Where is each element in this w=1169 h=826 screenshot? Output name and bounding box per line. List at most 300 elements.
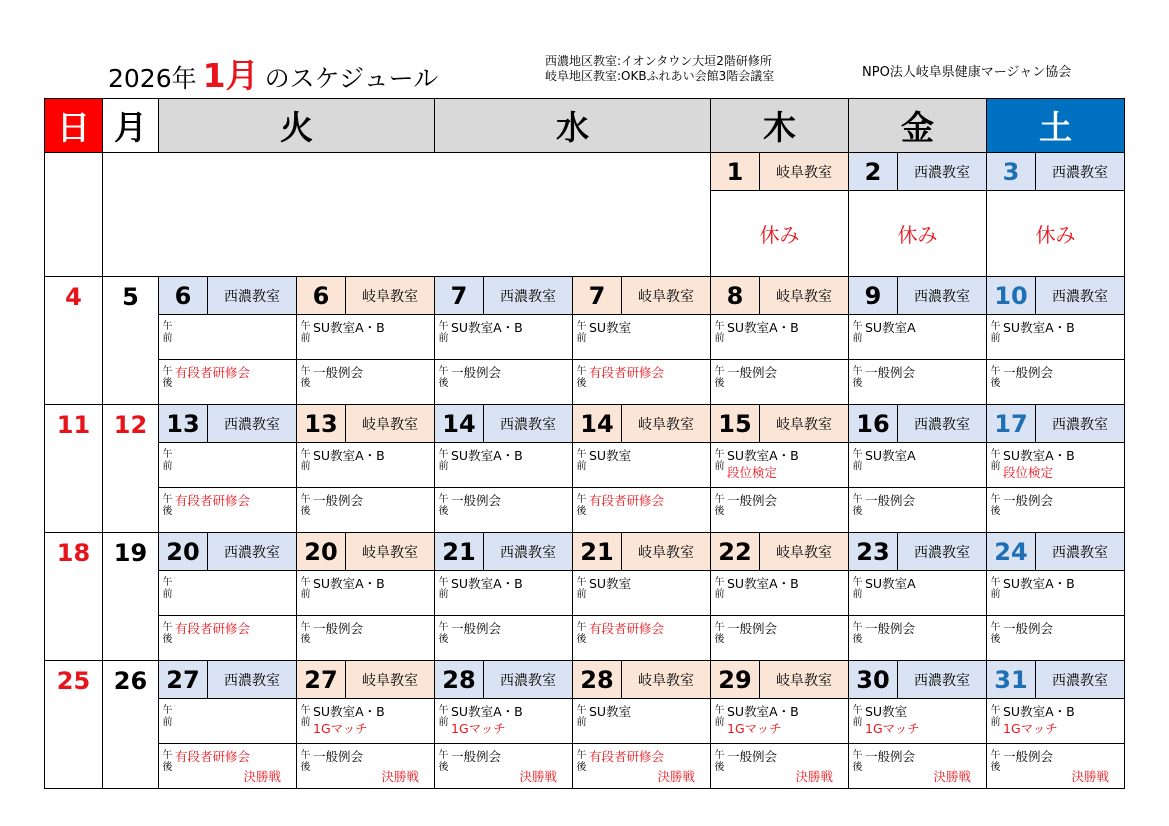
date-number: 29	[711, 661, 760, 699]
afternoon-event: 一般例会	[1003, 749, 1054, 764]
classroom-label: 西濃教室	[484, 533, 573, 571]
morning-label: 午前	[438, 321, 449, 344]
afternoon-label: 午後	[990, 750, 1001, 773]
afternoon-label: 午後	[300, 494, 311, 517]
monday-date: 19	[103, 533, 159, 661]
morning-label: 午前	[852, 321, 863, 344]
am-cell	[435, 315, 573, 360]
morning-event: SU教室A・B	[727, 320, 799, 335]
morning-event: SU教室A・B	[313, 704, 385, 719]
morning-label: 午前	[990, 321, 1001, 344]
date-number: 30	[849, 661, 898, 699]
morning-event: SU教室	[589, 576, 632, 591]
title-suffix: のスケジュール	[264, 64, 439, 93]
classroom-label: 西濃教室	[484, 277, 573, 315]
morning-label: 午前	[438, 577, 449, 600]
classroom-label: 西濃教室	[1036, 661, 1125, 699]
afternoon-event: 一般例会	[1003, 365, 1054, 380]
morning-label: 午前	[300, 577, 311, 600]
afternoon-event: 一般例会	[727, 493, 778, 508]
date-number: 6	[159, 277, 208, 315]
date-number: 21	[573, 533, 622, 571]
afternoon-label: 午後	[438, 494, 449, 517]
morning-label: 午前	[852, 577, 863, 600]
empty-cell	[45, 153, 103, 277]
am-slot	[435, 699, 572, 743]
morning-label: 午前	[300, 705, 311, 728]
monday-date: 12	[103, 405, 159, 533]
pm-cell	[711, 488, 849, 533]
afternoon-label: 午後	[852, 750, 863, 773]
pm-slot	[987, 616, 1124, 660]
date-number: 7	[435, 277, 484, 315]
empty-cell	[103, 153, 711, 277]
classroom-label: 西濃教室	[898, 277, 987, 315]
am-cell	[435, 699, 573, 744]
afternoon-event: 一般例会	[313, 621, 364, 636]
afternoon-event: 有段者研修会	[589, 621, 665, 636]
pm-slot	[849, 360, 986, 404]
afternoon-label: 午後	[162, 622, 173, 645]
morning-label: 午前	[300, 449, 311, 472]
afternoon-label: 午後	[990, 622, 1001, 645]
morning-event: SU教室A・B	[451, 704, 523, 719]
week-pm-row	[45, 744, 1125, 789]
pm-cell	[849, 360, 987, 405]
morning-event: SU教室	[589, 320, 632, 335]
weekday-monday: 月	[103, 99, 159, 153]
afternoon-event-note: 決勝戦	[1071, 769, 1109, 784]
pm-cell	[573, 360, 711, 405]
afternoon-event: 一般例会	[451, 365, 502, 380]
am-cell	[297, 699, 435, 744]
classroom-label: 西濃教室	[898, 533, 987, 571]
afternoon-event: 有段者研修会	[589, 749, 665, 764]
afternoon-event-note: 決勝戦	[243, 769, 281, 784]
afternoon-label: 午後	[714, 750, 725, 773]
am-cell	[849, 443, 987, 488]
am-cell	[159, 443, 297, 488]
date-number: 13	[159, 405, 208, 443]
morning-label: 午前	[714, 577, 725, 600]
pm-slot	[297, 744, 434, 788]
am-cell	[573, 443, 711, 488]
pm-cell	[435, 360, 573, 405]
morning-label: 午前	[162, 449, 173, 472]
morning-event: SU教室	[589, 704, 632, 719]
am-slot	[159, 699, 296, 743]
pm-cell	[849, 616, 987, 661]
am-slot	[297, 443, 434, 487]
afternoon-event: 一般例会	[1003, 493, 1054, 508]
afternoon-event: 有段者研修会	[175, 365, 251, 380]
afternoon-label: 午後	[714, 366, 725, 389]
am-slot	[573, 443, 710, 487]
sunday-date: 18	[45, 533, 103, 661]
date-number: 8	[711, 277, 760, 315]
pm-slot	[711, 488, 848, 532]
classroom-label: 岐阜教室	[346, 533, 435, 571]
weekday-friday: 金	[849, 99, 987, 153]
morning-label: 午前	[162, 321, 173, 344]
pm-cell	[159, 744, 297, 789]
morning-event: SU教室A	[865, 320, 916, 335]
location-line-gifu: 岐阜地区教室:OKBふれあい会館3階会議室	[545, 69, 775, 83]
pm-slot	[159, 744, 296, 788]
sunday-date: 4	[45, 277, 103, 405]
morning-event: SU教室A・B	[727, 448, 799, 463]
am-slot	[435, 315, 572, 359]
week-date-row	[45, 405, 1125, 443]
am-slot	[987, 571, 1124, 615]
morning-label: 午前	[438, 705, 449, 728]
am-slot	[573, 571, 710, 615]
pm-cell	[987, 744, 1125, 789]
afternoon-event: 一般例会	[451, 621, 502, 636]
morning-event: SU教室A・B	[727, 704, 799, 719]
am-slot	[297, 571, 434, 615]
classroom-label: 西濃教室	[1036, 533, 1125, 571]
afternoon-label: 午後	[990, 494, 1001, 517]
afternoon-event: 有段者研修会	[175, 621, 251, 636]
weekday-header-row	[45, 99, 1125, 153]
morning-label: 午前	[714, 321, 725, 344]
am-cell	[573, 699, 711, 744]
pm-slot	[987, 360, 1124, 404]
weekday-wednesday: 水	[435, 99, 711, 153]
morning-event-note: 1Gマッチ	[1003, 721, 1058, 736]
classroom-label: 岐阜教室	[346, 405, 435, 443]
date-number: 28	[573, 661, 622, 699]
pm-slot	[159, 488, 296, 532]
pm-slot	[711, 744, 848, 788]
pm-cell	[435, 488, 573, 533]
pm-cell	[711, 360, 849, 405]
date-number: 24	[987, 533, 1036, 571]
morning-event-note: 1Gマッチ	[451, 721, 506, 736]
morning-label: 午前	[576, 705, 587, 728]
pm-cell	[849, 488, 987, 533]
classroom-label: 西濃教室	[208, 533, 297, 571]
classroom-label: 西濃教室	[898, 405, 987, 443]
pm-slot	[711, 360, 848, 404]
monday-date: 5	[103, 277, 159, 405]
date-number: 17	[987, 405, 1036, 443]
date-number: 22	[711, 533, 760, 571]
classroom-label: 岐阜教室	[622, 533, 711, 571]
afternoon-event: 有段者研修会	[589, 365, 665, 380]
pm-slot	[297, 360, 434, 404]
week-am-row	[45, 571, 1125, 616]
morning-label: 午前	[162, 577, 173, 600]
weekday-tuesday: 火	[159, 99, 435, 153]
am-slot	[987, 315, 1124, 359]
afternoon-event: 有段者研修会	[175, 749, 251, 764]
afternoon-label: 午後	[990, 366, 1001, 389]
classroom-label: 岐阜教室	[346, 661, 435, 699]
closed-label: 休み	[849, 191, 987, 277]
date-number: 16	[849, 405, 898, 443]
date-number: 31	[987, 661, 1036, 699]
afternoon-label: 午後	[576, 494, 587, 517]
date-number: 1	[711, 153, 760, 191]
afternoon-event: 有段者研修会	[175, 493, 251, 508]
date-number: 13	[297, 405, 346, 443]
am-cell	[711, 571, 849, 616]
classroom-label: 西濃教室	[898, 661, 987, 699]
am-slot	[711, 699, 848, 743]
pm-cell	[711, 616, 849, 661]
pm-slot	[159, 360, 296, 404]
date-number: 27	[297, 661, 346, 699]
afternoon-label: 午後	[300, 366, 311, 389]
date-number: 7	[573, 277, 622, 315]
am-cell	[849, 571, 987, 616]
pm-cell	[573, 744, 711, 789]
am-cell	[573, 315, 711, 360]
am-cell	[297, 315, 435, 360]
afternoon-label: 午後	[162, 750, 173, 773]
pm-slot	[849, 616, 986, 660]
morning-event: SU教室A・B	[451, 448, 523, 463]
date-number: 14	[573, 405, 622, 443]
sunday-date: 25	[45, 661, 103, 789]
pm-slot	[573, 488, 710, 532]
pm-cell	[987, 360, 1125, 405]
am-slot	[849, 315, 986, 359]
morning-event: SU教室A	[865, 576, 916, 591]
afternoon-event-note: 決勝戦	[381, 769, 419, 784]
pm-slot	[987, 744, 1124, 788]
am-cell	[159, 699, 297, 744]
pm-cell	[435, 744, 573, 789]
am-slot	[849, 443, 986, 487]
morning-event: SU教室A・B	[313, 448, 385, 463]
morning-event-note: 1Gマッチ	[727, 721, 782, 736]
classroom-label: 西濃教室	[1036, 153, 1125, 191]
schedule-calendar	[44, 98, 1125, 789]
week-pm-row	[45, 488, 1125, 533]
afternoon-event: 一般例会	[313, 493, 364, 508]
morning-event-note: 段位検定	[1003, 465, 1054, 480]
morning-event: SU教室A・B	[1003, 320, 1075, 335]
page-title	[108, 50, 438, 97]
pm-cell	[573, 488, 711, 533]
afternoon-event: 一般例会	[727, 749, 778, 764]
morning-event: SU教室A・B	[451, 320, 523, 335]
date-number: 10	[987, 277, 1036, 315]
week-pm-row	[45, 616, 1125, 661]
am-cell	[711, 699, 849, 744]
morning-label: 午前	[576, 321, 587, 344]
afternoon-event-note: 決勝戦	[657, 769, 695, 784]
am-cell	[987, 443, 1125, 488]
pm-slot	[435, 488, 572, 532]
date-number: 21	[435, 533, 484, 571]
am-slot	[435, 571, 572, 615]
pm-slot	[987, 488, 1124, 532]
am-slot	[849, 571, 986, 615]
classroom-label: 西濃教室	[1036, 277, 1125, 315]
morning-event: SU教室	[865, 704, 908, 719]
afternoon-event: 一般例会	[451, 493, 502, 508]
classroom-label: 西濃教室	[484, 661, 573, 699]
am-slot	[435, 443, 572, 487]
classroom-label: 岐阜教室	[760, 153, 849, 191]
pm-slot	[573, 360, 710, 404]
am-slot	[711, 443, 848, 487]
morning-label: 午前	[576, 577, 587, 600]
week-date-row	[45, 661, 1125, 699]
title-year: 2026年	[108, 64, 197, 93]
date-number: 3	[987, 153, 1036, 191]
pm-slot	[435, 744, 572, 788]
morning-event: SU教室A	[865, 448, 916, 463]
classroom-label: 岐阜教室	[760, 661, 849, 699]
afternoon-label: 午後	[438, 366, 449, 389]
afternoon-label: 午後	[438, 622, 449, 645]
classroom-label: 岐阜教室	[346, 277, 435, 315]
morning-event: SU教室A・B	[1003, 704, 1075, 719]
afternoon-label: 午後	[300, 750, 311, 773]
am-slot	[297, 315, 434, 359]
am-slot	[159, 315, 296, 359]
am-slot	[849, 699, 986, 743]
date-number: 9	[849, 277, 898, 315]
classroom-label: 西濃教室	[898, 153, 987, 191]
morning-label: 午前	[576, 449, 587, 472]
am-slot	[159, 443, 296, 487]
date-number: 6	[297, 277, 346, 315]
morning-label: 午前	[714, 449, 725, 472]
afternoon-label: 午後	[300, 622, 311, 645]
classroom-label: 岐阜教室	[760, 405, 849, 443]
morning-event-note: 1Gマッチ	[865, 721, 920, 736]
classroom-label: 岐阜教室	[622, 277, 711, 315]
am-cell	[849, 699, 987, 744]
classroom-label: 岐阜教室	[760, 533, 849, 571]
am-cell	[297, 443, 435, 488]
morning-label: 午前	[990, 449, 1001, 472]
afternoon-label: 午後	[162, 494, 173, 517]
afternoon-event: 一般例会	[865, 621, 916, 636]
afternoon-event-note: 決勝戦	[795, 769, 833, 784]
am-cell	[987, 571, 1125, 616]
date-number: 20	[297, 533, 346, 571]
afternoon-event: 一般例会	[865, 749, 916, 764]
pm-cell	[987, 488, 1125, 533]
am-slot	[711, 315, 848, 359]
pm-slot	[573, 744, 710, 788]
pm-slot	[435, 616, 572, 660]
pm-slot	[849, 744, 986, 788]
afternoon-event: 一般例会	[727, 365, 778, 380]
am-cell	[435, 443, 573, 488]
date-number: 15	[711, 405, 760, 443]
pm-slot	[573, 616, 710, 660]
am-slot	[987, 699, 1124, 743]
am-slot	[573, 315, 710, 359]
weekday-sunday: 日	[45, 99, 103, 153]
title-month: 1月	[202, 56, 259, 95]
afternoon-event: 有段者研修会	[589, 493, 665, 508]
weekday-thursday: 木	[711, 99, 849, 153]
week-date-row	[45, 533, 1125, 571]
afternoon-event: 一般例会	[451, 749, 502, 764]
pm-cell	[573, 616, 711, 661]
am-slot	[987, 443, 1124, 487]
afternoon-label: 午後	[162, 366, 173, 389]
morning-event: SU教室A・B	[313, 320, 385, 335]
date-number: 27	[159, 661, 208, 699]
classroom-label: 西濃教室	[208, 661, 297, 699]
am-cell	[159, 571, 297, 616]
week0-date-row	[45, 153, 1125, 191]
pm-slot	[297, 616, 434, 660]
weekday-saturday: 土	[987, 99, 1125, 153]
pm-cell	[159, 488, 297, 533]
am-cell	[987, 699, 1125, 744]
afternoon-label: 午後	[852, 494, 863, 517]
afternoon-label: 午後	[852, 622, 863, 645]
pm-cell	[159, 616, 297, 661]
morning-label: 午前	[852, 705, 863, 728]
morning-event-note: 1Gマッチ	[313, 721, 368, 736]
location-info	[545, 54, 774, 84]
afternoon-event: 一般例会	[313, 749, 364, 764]
afternoon-event: 一般例会	[865, 493, 916, 508]
afternoon-label: 午後	[714, 494, 725, 517]
am-slot	[711, 571, 848, 615]
morning-label: 午前	[714, 705, 725, 728]
classroom-label: 西濃教室	[1036, 405, 1125, 443]
morning-label: 午前	[162, 705, 173, 728]
am-cell	[573, 571, 711, 616]
am-slot	[297, 699, 434, 743]
week-am-row	[45, 699, 1125, 744]
am-cell	[297, 571, 435, 616]
classroom-label: 岐阜教室	[622, 661, 711, 699]
week-am-row	[45, 443, 1125, 488]
pm-cell	[435, 616, 573, 661]
pm-slot	[159, 616, 296, 660]
pm-cell	[297, 616, 435, 661]
afternoon-label: 午後	[576, 622, 587, 645]
classroom-label: 西濃教室	[484, 405, 573, 443]
pm-slot	[711, 616, 848, 660]
morning-event: SU教室A・B	[1003, 576, 1075, 591]
date-number: 20	[159, 533, 208, 571]
week-pm-row	[45, 360, 1125, 405]
pm-cell	[849, 744, 987, 789]
morning-event: SU教室	[589, 448, 632, 463]
organization-name: NPO法人岐阜県健康マージャン協会	[862, 65, 1072, 80]
location-line-nishino: 西濃地区教室:イオンタウン大垣2階研修所	[545, 54, 772, 68]
pm-cell	[711, 744, 849, 789]
classroom-label: 岐阜教室	[760, 277, 849, 315]
am-slot	[573, 699, 710, 743]
pm-slot	[435, 360, 572, 404]
morning-event: SU教室A・B	[451, 576, 523, 591]
morning-label: 午前	[852, 449, 863, 472]
sunday-date: 11	[45, 405, 103, 533]
morning-event: SU教室A・B	[727, 576, 799, 591]
am-cell	[435, 571, 573, 616]
morning-event: SU教室A・B	[313, 576, 385, 591]
pm-cell	[987, 616, 1125, 661]
am-cell	[711, 315, 849, 360]
afternoon-event: 一般例会	[313, 365, 364, 380]
